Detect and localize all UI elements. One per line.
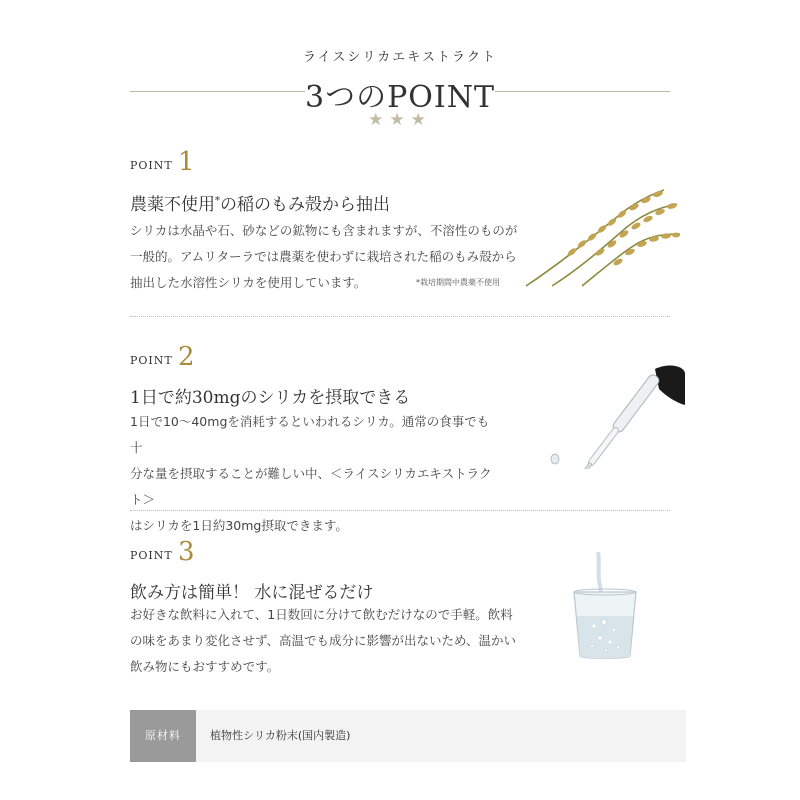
ingredients-row — [130, 710, 686, 762]
product-subtitle: ライスシリカエキストラクト — [302, 50, 498, 65]
point-3-label: POINT — [130, 549, 173, 562]
point-1-heading-b: の稲のもみ殻から抽出 — [220, 195, 390, 215]
point-2-number: 2 — [178, 342, 195, 372]
point-1-heading — [130, 190, 390, 215]
point-2-heading: 1日で約30mgのシリカを摂取できる — [130, 388, 411, 408]
section-divider-1 — [130, 316, 670, 317]
point-1-label: POINT — [130, 159, 173, 172]
point-1-heading-mark: * — [215, 195, 220, 207]
point-1-line-1: シリカは水晶や石、砂などの鉱物にも含まれますが、不溶性のものが — [130, 223, 518, 238]
point-3-section — [130, 537, 670, 690]
point-2-line-3: はシリカを1日約30mg摂取できます。 — [130, 518, 348, 533]
point-3-heading: 飲み方は簡単！ 水に混ぜるだけ — [130, 583, 374, 603]
dropper-icon — [535, 359, 685, 469]
rice-plant-icon — [522, 182, 682, 287]
water-glass-icon — [570, 552, 640, 662]
point-1-note: *栽培期間中農薬不使用 — [416, 278, 500, 287]
point-3-line-1: お好きな飲料に入れて、1日数回に分けて飲むだけなので手軽。飲料 — [130, 607, 513, 622]
ingredients-value: 植物性シリカ粉末(国内製造) — [210, 729, 351, 742]
point-3-line-2: の味をあまり変化させず、高温でも成分に影響が出ないため、温かい — [130, 633, 517, 648]
point-3-body — [130, 602, 520, 680]
point-2-body — [130, 409, 500, 539]
point-1-section — [130, 147, 670, 310]
point-2-line-1: 1日で10〜40mgを消耗するといわれるシリカ。通常の食事でも十 — [130, 414, 490, 455]
point-1-line-3: 抽出した水溶性シリカを使用しています。 — [130, 275, 367, 290]
point-2-section — [130, 342, 670, 533]
title-row — [130, 72, 670, 115]
point-1-line-2: 一般的。アムリターラでは農薬を使わずに栽培された稲のもみ殻から — [130, 249, 517, 264]
point-3-line-3: 飲み物にもおすすめです。 — [130, 659, 280, 674]
title-line-right — [495, 91, 670, 92]
point-1-number: 1 — [178, 147, 195, 177]
page-title: 3つのPOINT — [305, 80, 495, 115]
point-3-number: 3 — [178, 537, 195, 567]
ingredients-label: 原材料 — [130, 710, 196, 762]
point-1-heading-a: 農薬不使用 — [130, 195, 215, 215]
stars-ornament: ★★★ — [368, 110, 432, 130]
point-2-line-2: 分な量を摂取することが難しい中、＜ライスシリカエキストラクト＞ — [130, 466, 492, 507]
section-divider-2 — [130, 510, 670, 511]
point-2-label: POINT — [130, 354, 173, 367]
